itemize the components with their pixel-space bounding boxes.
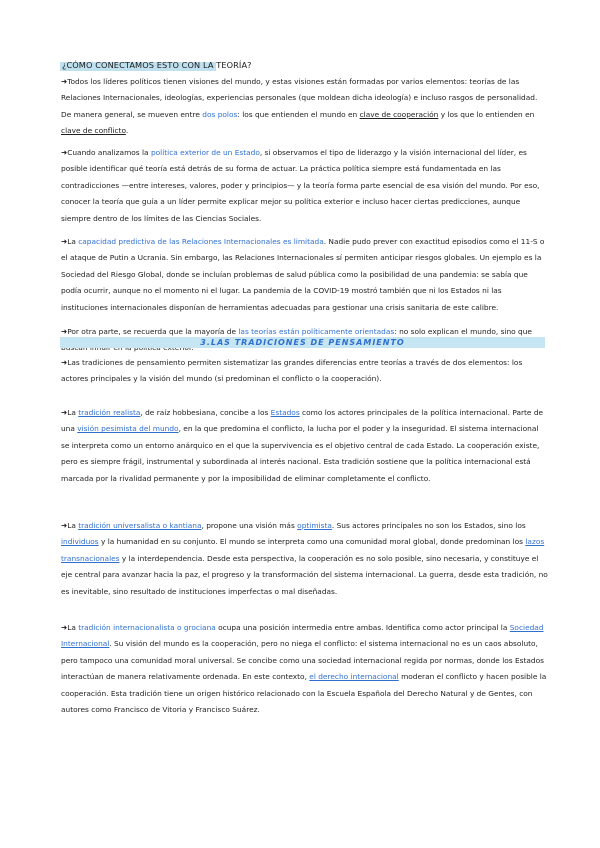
term-international-society: Sociedad Internacional <box>61 623 544 649</box>
section-heading: ¿CÓMO CONECTAMOS ESTO CON LA TEORÍA? <box>62 60 252 70</box>
term-grotian-tradition: tradición internacionalista o grociana <box>78 623 216 632</box>
arrow-icon: ➜ <box>61 623 68 632</box>
term-individuals: individuos <box>61 537 99 547</box>
arrow-icon: ➜ <box>61 358 68 367</box>
arrow-icon: ➜ <box>61 237 68 246</box>
paragraph-political-theories: ➜Por otra parte, se recuerda que la mayoría de las teorías están políticamente orientadas: no solo explican el mundo, sino que <box>61 327 532 336</box>
term-optimist: optimista <box>297 521 332 530</box>
term-conflict: clave de conflicto <box>61 126 126 136</box>
term-international-law: el derecho internacional <box>309 672 399 682</box>
arrow-icon: ➜ <box>61 521 68 530</box>
term-foreign-policy: política exterior de un Estado <box>150 148 260 157</box>
arrow-icon: ➜ <box>61 327 68 336</box>
paragraph-leaders-visions: ➜Todos los líderes políticos tienen visiones del mundo, y estas visiones están formadas por varios elementos: teorías de las Relaciones Internacionales, ideologías, experiencias personales (que moldean dicha ideología) e incluso rasgos de personalidad. De manera general, se mueven entre dos polos: los que entienden el mundo en clave de cooperación y los que lo entienden en clave de conflicto. <box>61 77 538 136</box>
arrow-icon: ➜ <box>61 408 68 417</box>
term-universalist-tradition: tradición universalista o kantiana <box>78 521 202 530</box>
paragraph-universalist-tradition: ➜La tradición universalista o kantiana, propone una visión más optimista. Sus actores principales no son los Estados, sino los individuos y la humanidad en su conjunto. El mundo se interpreta como una comunidad moral global, donde predominan los lazos transnacionales y la interdependencia. Desde esta perspectiva, la cooperación es no solo posible, sino necesaria, y constituye el eje central para avanzar hacia la paz, el progreso y la transformación del sistema internacional. La guerra, desde esta tradición, no es inevitable, sino resultado de instituciones imperfectas o mal diseñadas. <box>61 521 548 596</box>
term-predictive-capacity: capacidad predictiva de las Relaciones Internacionales es limitada <box>78 237 324 246</box>
term-two-poles: dos polos <box>202 109 238 119</box>
paragraph-traditions-intro: ➜Las tradiciones de pensamiento permiten sistematizar las grandes diferencias entre teorías a través de dos elementos: los actores principales y la visión del mundo (si predominan el conflicto o la cooperación). <box>61 358 523 384</box>
arrow-icon: ➜ <box>61 148 68 157</box>
term-states: Estados <box>270 408 300 417</box>
term-political-theories: las teorías están políticamente orientadas <box>238 327 395 336</box>
term-cooperation: clave de cooperación <box>359 109 439 119</box>
paragraph-predictive-capacity: ➜La capacidad predictiva de las Relaciones Internacionales es limitada. Nadie pudo prever con exactitud episodios como el 11-S o el ataque de Putin a Ucrania. Sin embargo, las Relaciones Internacionales sí permiten anticipar riesgos globales. Un ejemplo es la Sociedad del Riesgo Global, donde se incluían problemas de salud pública como la posibilidad de una pandemia: se sabía que podía ocurrir, aunque no el momento ni el lugar. La pandemia de la COVID-19 mostró también que ni los Estados ni las instituciones internacionales disponían de herramientas adecuadas para gestionar una crisis sanitaria de este calibre. <box>61 237 545 312</box>
paragraph-realist-tradition: ➜La tradición realista, de raíz hobbesiana, concibe a los Estados como los actores principales de la política internacional. Parte de una visión pesimista del mundo, en la que predomina el conflicto, la lucha por el poder y la inseguridad. El sistema internacional se interpreta como un entorno anárquico en el que la supervivencia es el objetivo central de cada Estado. La cooperación existe, pero es siempre frágil, instrumental y subordinada al interés nacional. Esta tradición sostiene que la política internacional está marcada por la rivalidad permanente y por la imposibilidad de eliminar completamente el conflicto. <box>61 408 544 483</box>
arrow-icon: ➜ <box>61 77 68 86</box>
term-realist-tradition: tradición realista <box>78 408 141 417</box>
section-title: 3.LAS TRADICIONES DE PENSAMIENTO <box>200 338 405 347</box>
paragraph-foreign-policy: ➜Cuando analizamos la política exterior de un Estado, si observamos el tipo de liderazgo y la visión internacional del líder, es posible identificar qué teoría está detrás de su forma de actuar. La práctica política siempre está fundamentada en las contradicciones —entre intereses, valores, poder y principios— y la teoría forma parte esencial de esa visión del mundo. Por eso, conocer la teoría que guía a un líder permite explicar mejor su política exterior e incluso hacer ciertas predicciones, aunque siempre dentro de los límites de las Ciencias Sociales. <box>61 148 540 223</box>
paragraph-grotian-tradition: ➜La tradición internacionalista o grociana ocupa una posición intermedia entre ambas. Identifica como actor principal la Sociedad Internacional. Su visión del mundo es la cooperación, pero no niega el conflicto: el sistema internacional no es un caos absoluto, pero tampoco una comunidad moral universal. Se concibe como una sociedad internacional regida por normas, donde los Estados interactúan de manera relativamente ordenada. En este contexto, el derecho internacional moderan el conflicto y hacen posible la cooperación. Esta tradición tiene un origen histórico relacionado con la Escuela Española del Derecho Natural y de Gentes, con autores como Francisco de Vitoria y Francisco Suárez. <box>61 623 547 715</box>
term-pessimist-vision: visión pesimista del mundo <box>77 424 179 434</box>
term-transnational-ties: lazos transnacionales <box>61 537 545 563</box>
